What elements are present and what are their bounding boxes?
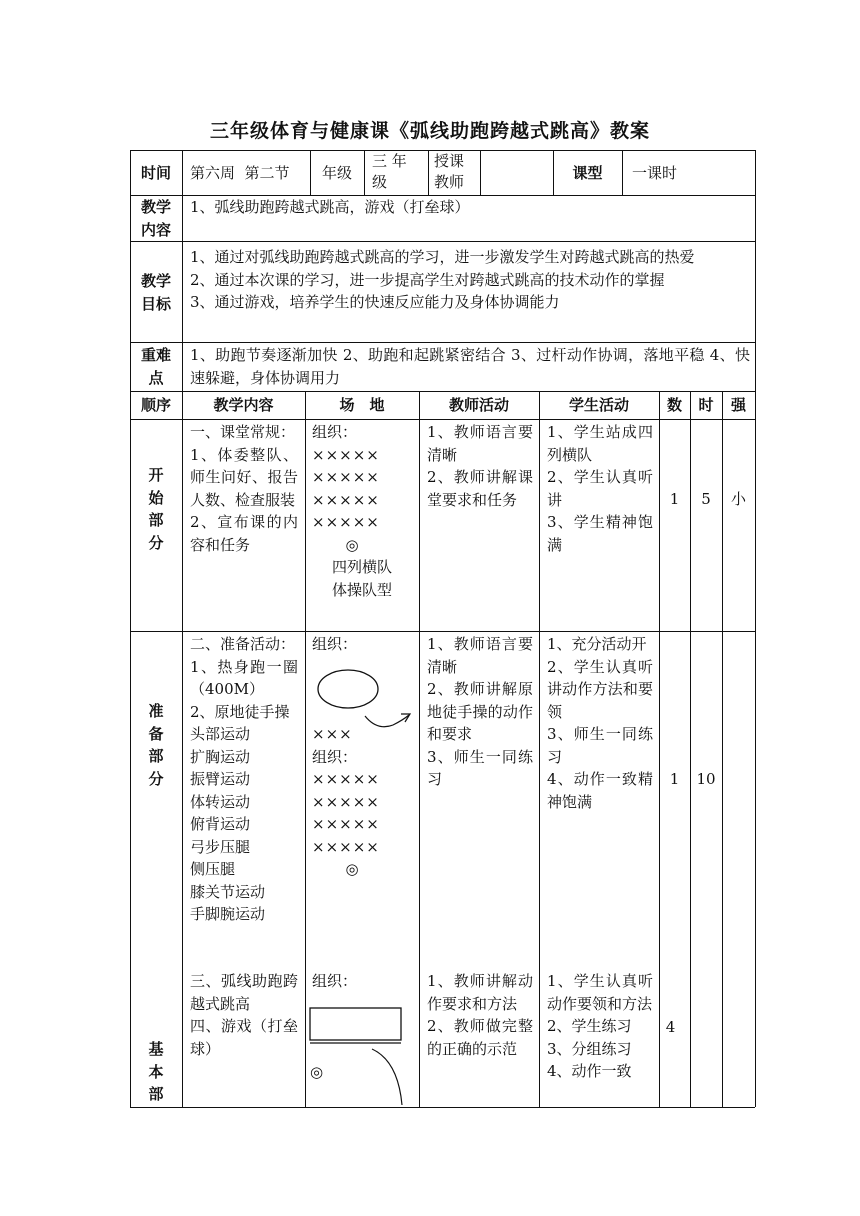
col-header-content: 教学内容 xyxy=(213,396,274,414)
page-title: 三年级体育与健康课《弧线助跑跨越式跳高》教案 xyxy=(209,120,650,142)
running-students: ××× xyxy=(312,725,353,743)
goals-list xyxy=(190,246,750,314)
col-divider xyxy=(182,150,183,1107)
formation-caption: 四列横队 体操队型 xyxy=(331,558,392,599)
section-content-start: 一、课堂常规： 1、体委整队、师生问好、报告人数、检查服装 2、宣布课的内容和任务 xyxy=(190,423,298,554)
goals-label: 教学 目标 xyxy=(140,272,171,313)
section-name-basic: 基 本 部 xyxy=(148,1040,164,1103)
track-ellipse xyxy=(318,670,378,708)
col-divider xyxy=(480,150,481,195)
teacher-activity-basic: 1、教师讲解动作要求和方法 2、教师做完整的正确的示范 xyxy=(427,972,533,1058)
col-header-student: 学生活动 xyxy=(568,396,629,414)
time-start: 5 xyxy=(701,490,711,508)
col-header-time: 时 xyxy=(698,396,714,414)
col-divider xyxy=(305,391,306,1107)
field-label: 组织： xyxy=(312,423,358,441)
grade-label: 年级 xyxy=(321,164,352,182)
teacher-label: 授课 教师 xyxy=(434,152,465,191)
col-divider xyxy=(419,391,420,1107)
section-content-prep: 二、准备活动： 1、热身跑一圈（400M） 2、原地徒手操 头部运动 扩胸运动 振臂运动 体转运动 俯背运动 弓步压腿 侧压腿 膝关节运动 手脚腕运动 xyxy=(190,635,298,923)
row-divider xyxy=(130,342,755,343)
col-header-field: 场 地 xyxy=(339,396,385,414)
approach-curve xyxy=(372,1049,402,1105)
type-value: 一课时 xyxy=(632,164,678,182)
content-label: 教学 内容 xyxy=(140,198,171,239)
count-basic: 4 xyxy=(665,1018,676,1036)
landing-mat xyxy=(310,1008,401,1040)
student-activity-start: 1、学生站成四列横队 2、学生认真听讲 3、学生精神饱满 xyxy=(547,423,653,554)
intensity-start: 小 xyxy=(730,490,746,508)
teacher-position-icon: ◎ xyxy=(310,1063,324,1081)
student-activity-prep: 1、充分活动开 2、学生认真听讲动作方法和要领 3、师生一同练习 4、动作一致精神饱满 xyxy=(547,635,653,811)
formation-grid: ××××× ××××× ××××× ××××× xyxy=(312,445,380,531)
col-divider xyxy=(364,150,365,195)
time-prep: 10 xyxy=(696,770,716,788)
section-name-start: 开 始 部 分 xyxy=(148,466,164,552)
student-activity-basic: 1、学生认真听动作要领和方法 2、学生练习 3、分组练习 4、动作一致 xyxy=(547,972,653,1080)
goal-item: 3、通过游戏，培养学生的快速反应能力及身体协调能力 xyxy=(190,293,560,311)
teacher-position-icon: ◎ xyxy=(345,860,359,878)
row-divider xyxy=(130,391,755,392)
grade-value: 三 年 级 xyxy=(372,152,407,191)
col-header-order: 顺序 xyxy=(140,396,171,414)
col-divider xyxy=(428,150,429,195)
content-text: 1、弧线助跑跨越式跳高，游戏（打垒球） xyxy=(190,198,470,216)
col-divider xyxy=(539,391,540,1107)
teacher-activity-prep: 1、教师语言要清晰 2、教师讲解原地徒手操的动作和要求 3、师生一同练习 xyxy=(427,635,533,788)
count-start: 1 xyxy=(669,490,680,508)
col-header-teacher: 教师活动 xyxy=(448,396,509,414)
type-label: 课型 xyxy=(572,164,603,182)
teacher-position-icon: ◎ xyxy=(345,535,359,554)
formation-grid: ××××× ××××× ××××× ××××× xyxy=(312,770,380,856)
table-border-right xyxy=(755,150,756,1107)
time-label: 时间 xyxy=(140,164,171,182)
col-header-count: 数 xyxy=(666,396,682,414)
field-label: 组织： xyxy=(312,972,358,990)
table-border-bottom xyxy=(130,1107,755,1108)
teacher-activity-start: 1、教师语言要清晰 2、教师讲解课堂要求和任务 xyxy=(427,423,533,509)
goal-item: 1、通过对弧线助跑跨越式跳高的学习，进一步激发学生对跨越式跳高的热爱 xyxy=(190,248,695,266)
count-prep: 1 xyxy=(669,770,680,788)
row-divider xyxy=(130,631,755,632)
section-content-basic: 三、弧线助跑跨越式跳高 四、游戏（打垒球） xyxy=(190,972,298,1058)
goal-item: 2、通过本次课的学习，进一步提高学生对跨越式跳高的技术动作的掌握 xyxy=(190,270,665,289)
field-label: 组织： xyxy=(312,747,358,766)
time-value: 第六周 第二节 xyxy=(190,164,290,182)
keys-text: 1、助跑节奏逐渐加快 2、助跑和起跳紧密结合 3、过杆动作协调，落地平稳 4、快速躲避，身体协调用力 xyxy=(190,346,750,387)
high-jump-field-diagram xyxy=(308,1005,416,1107)
section-name-prep: 准 备 部 分 xyxy=(148,702,164,788)
keys-label: 重难 点 xyxy=(140,346,171,387)
row-divider xyxy=(130,419,755,420)
field-label: 组织： xyxy=(312,635,358,653)
col-divider xyxy=(622,150,623,195)
col-header-intensity: 强 xyxy=(730,396,746,414)
row-divider xyxy=(130,241,755,242)
